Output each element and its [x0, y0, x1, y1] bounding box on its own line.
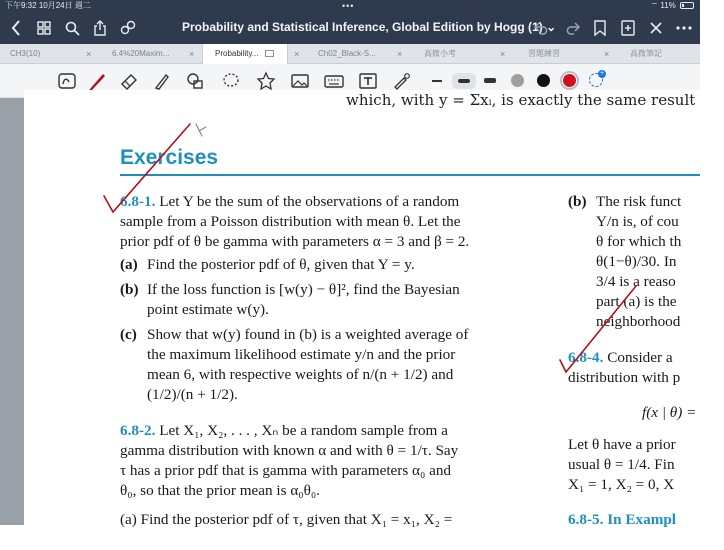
section-title: Exercises: [120, 146, 219, 169]
exercise-text: 3/4 is a reaso: [596, 273, 676, 290]
tab-close-icon[interactable]: ×: [500, 49, 506, 59]
formula: f(x | θ) =: [642, 404, 697, 421]
exercise-text: The risk funct: [596, 193, 682, 210]
part-label: (b): [568, 193, 587, 210]
eraser-icon[interactable]: [118, 70, 140, 92]
medium-stroke-option[interactable]: [452, 73, 476, 89]
exercise-number: 6.8-1.: [120, 193, 156, 210]
tab-exercises[interactable]: 習題練習: [528, 49, 560, 58]
laser-pointer-icon[interactable]: [390, 70, 412, 92]
exercise-text: θ(1−θ)/30. In: [596, 253, 677, 270]
lasso-icon[interactable]: [220, 70, 242, 92]
title-chevron-icon[interactable]: ⌄: [546, 20, 557, 34]
exercise-text: prior pdf of θ be gamma with parameters α = 3 and β = 2.: [120, 233, 470, 250]
exercise-text: Show that w(y) found in (b) is a weighted average of: [147, 326, 469, 343]
status-bar: [0, 0, 700, 12]
status-right: [651, 0, 694, 12]
status-time: 下午9:32: [5, 1, 37, 10]
tab-probability[interactable]: [202, 44, 288, 64]
battery-percent: 11%: [660, 1, 676, 10]
top-bar: [0, 0, 700, 44]
tab-notes[interactable]: 高微筆記: [630, 49, 662, 58]
exercise-text: (a) Find the posterior pdf of τ, given that X₁ = x₁, X₂ =: [120, 511, 453, 528]
tab-maxim[interactable]: 6.4%20Maxim...: [112, 49, 170, 58]
split-view-icon[interactable]: [265, 50, 274, 57]
exercise-6-8-5-line: 6.8-5. In Exampl: [568, 511, 677, 528]
exercise-text: Find the posterior pdf of θ, given that Y = y.: [147, 256, 415, 273]
undo-icon[interactable]: [532, 18, 552, 38]
exercise-6-8-4-line: [568, 348, 673, 368]
keyboard-icon[interactable]: [323, 70, 345, 92]
tab-close-icon[interactable]: ×: [86, 49, 92, 59]
exercise-text: Let Y be the sum of the observations of a random: [155, 193, 460, 210]
color-black-swatch[interactable]: [537, 74, 550, 87]
wifi-icon: ⌔: [650, 1, 659, 10]
color-gray-swatch[interactable]: [511, 74, 524, 87]
exercise-text: point estimate w(y).: [147, 301, 269, 318]
thick-stroke-option[interactable]: [484, 78, 496, 83]
tab-close-icon[interactable]: ×: [189, 49, 195, 59]
exercise-text: distribution with p: [568, 369, 681, 386]
grid-view-icon[interactable]: [34, 18, 54, 38]
image-icon[interactable]: [289, 70, 311, 92]
redo-icon[interactable]: [562, 18, 582, 38]
exercise-text: sample from a Poisson distribution with mean θ. Let the: [120, 213, 461, 230]
exercise-number: 6.8-2.: [120, 422, 156, 439]
nav-bar: [0, 12, 700, 44]
exercise-text: Let θ have a prior: [568, 436, 676, 453]
thin-stroke-option[interactable]: [432, 80, 442, 82]
more-options-icon[interactable]: [674, 18, 694, 38]
tab-close-icon[interactable]: ×: [604, 49, 610, 59]
section-title-rule: [120, 174, 700, 176]
document-title[interactable]: [182, 20, 556, 34]
exercise-text: the maximum likelihood estimate y/n and the prior: [147, 346, 456, 363]
document-title-text: Probability and Statistical Inference, Global Edition by Hogg (1): [182, 20, 543, 34]
pen-icon[interactable]: [86, 70, 108, 92]
exercise-text: Let X₁, X₂, . . . , Xₙ be a random sample from a: [155, 422, 448, 439]
exercise-6-8-1-line: [120, 192, 459, 212]
battery-icon: [680, 2, 694, 9]
exercise-text: X₁ = 1, X₂ = 0, X: [568, 476, 675, 493]
exercise-text: (1/2)/(n + 1/2).: [147, 386, 238, 403]
status-date: 10月24日 週二: [38, 1, 91, 10]
color-red-swatch-selected[interactable]: [560, 71, 579, 90]
collaborate-icon[interactable]: [118, 18, 138, 38]
tab-ch3[interactable]: CH3(10): [10, 49, 41, 58]
exercise-6-8-2-line: [120, 421, 448, 441]
text-box-icon[interactable]: [357, 70, 379, 92]
tab-close-icon[interactable]: ×: [397, 49, 403, 59]
exercise-text: Y/n is, of cou: [596, 213, 679, 230]
share-icon[interactable]: [90, 18, 110, 38]
tab-probability-label: Probability...: [215, 49, 259, 58]
exercise-text: mean 6, with respective weights of n/(n + 1/2) and: [147, 366, 454, 383]
back-chevron-icon[interactable]: [6, 18, 26, 38]
part-label: (c): [120, 326, 137, 343]
exercise-number: 6.8-4.: [568, 349, 604, 366]
add-page-icon[interactable]: [618, 18, 638, 38]
exercise-text: θ for which th: [596, 233, 682, 250]
part-label: (a): [120, 256, 138, 273]
clipped-line: which, with y = Σxᵢ, is exactly the same result: [346, 91, 696, 109]
tab-quiz[interactable]: 高微小考: [424, 49, 456, 58]
tab-close-icon[interactable]: ×: [294, 49, 300, 59]
exercise-text: θ₀, so that the prior mean is α₀θ₀.: [120, 482, 320, 499]
add-color-icon[interactable]: +: [589, 73, 603, 87]
exercise-text: If the loss function is [w(y) − θ]², find the Bayesian: [147, 281, 460, 298]
highlighter-icon[interactable]: [150, 70, 172, 92]
part-label: (b): [120, 281, 139, 298]
exercise-text: usual θ = 1/4. Fin: [568, 456, 675, 473]
shape-icon[interactable]: [184, 70, 206, 92]
exercise-text: Consider a: [603, 349, 673, 366]
lasso-select-icon[interactable]: [56, 70, 78, 92]
tab-ch02[interactable]: Ch02_Black-S...: [318, 49, 376, 58]
exercise-text: neighborhood: [596, 313, 681, 330]
search-icon[interactable]: [62, 18, 82, 38]
exercise-text: τ has a prior pdf that is gamma with parameters α₀ and: [120, 462, 452, 479]
pdf-page[interactable]: [24, 90, 724, 550]
status-time-date: [5, 0, 91, 12]
bookmark-icon[interactable]: [590, 18, 610, 38]
close-icon[interactable]: [646, 18, 666, 38]
exercise-text: gamma distribution with known α and with θ = 1/τ. Say: [120, 442, 459, 459]
document-tabs: [0, 44, 700, 64]
exercise-text: part (a) is the: [596, 293, 677, 310]
multitask-dots[interactable]: •••: [342, 1, 355, 11]
document-viewer[interactable]: [0, 91, 700, 528]
sticker-icon[interactable]: [255, 70, 277, 92]
